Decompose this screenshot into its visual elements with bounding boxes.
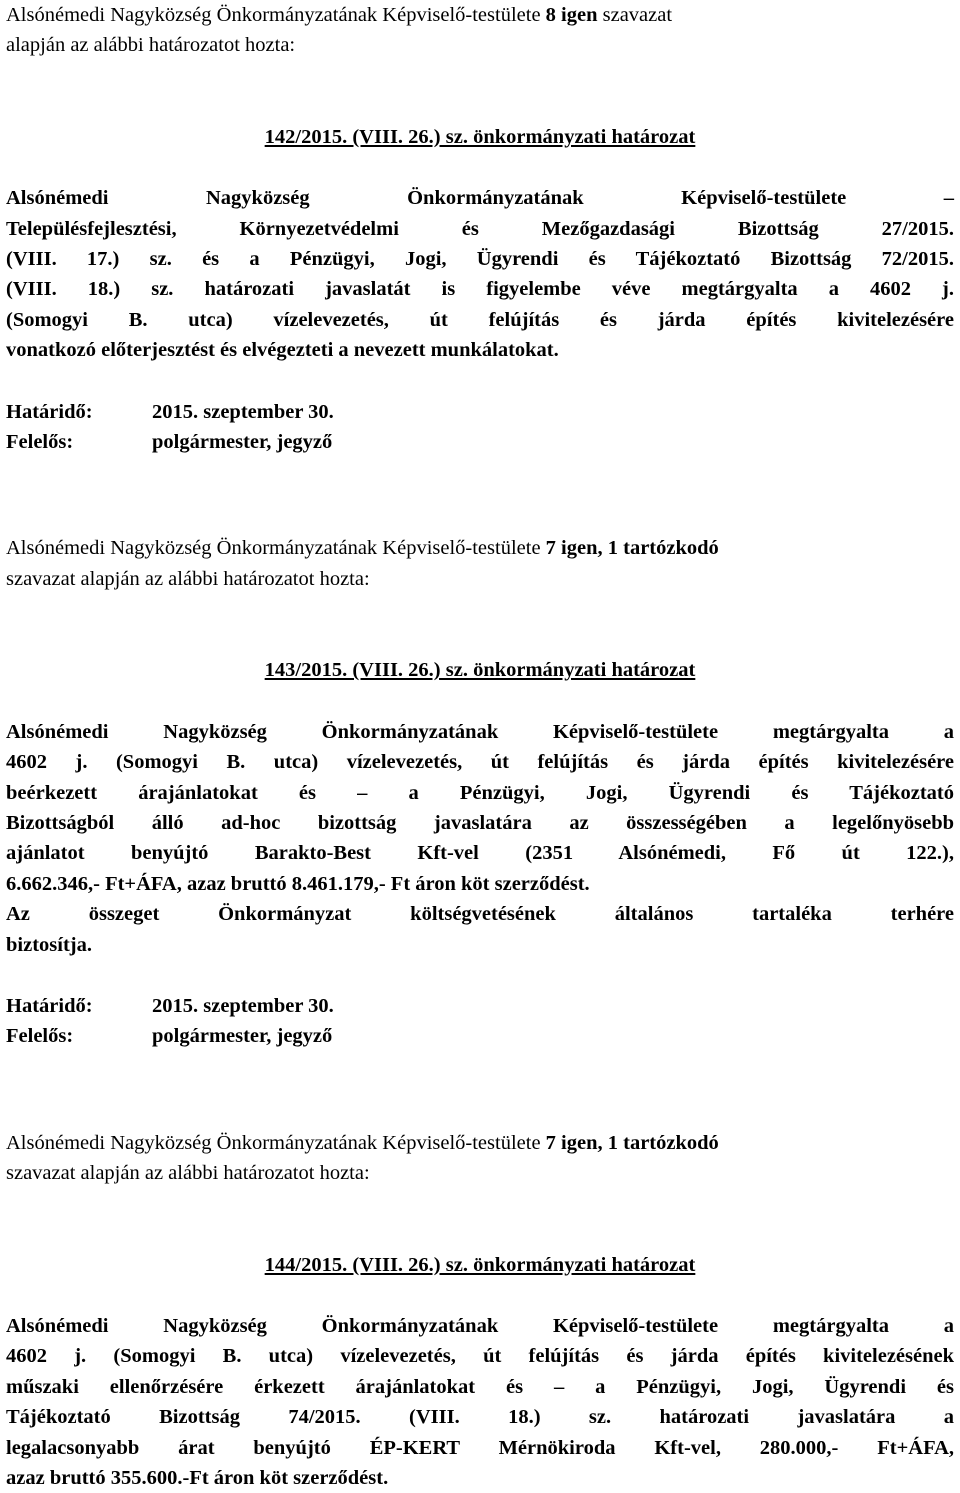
resolution-line: biztosítja. [6,933,92,956]
resolution-line: (VIII. 18.) sz. határozati javaslatát is figyelembe véve megtárgyalta a 4602 j. [6,278,954,301]
resolution-title: 144/2015. (VIII. 26.) sz. önkormányzati határozat [264,1253,696,1276]
resolution-144 [6,1250,954,1493]
resolution-line: műszaki ellenőrzésére érkezett árajánlatokat és – a Pénzügyi, Jogi, Ügyrendi és [6,1375,954,1398]
resolution-line: ajánlatot benyújtó Barakto-Best Kft-vel (2351 Alsónémedi, Fő út 122.), [6,842,954,865]
resolution-line: (VIII. 17.) sz. és a Pénzügyi, Jogi, Ügyrendi és Tájékoztató Bizottság 72/2015. [6,248,954,271]
responsible-row [6,427,954,457]
resolution-line: 4602 j. (Somogyi B. utca) vízelevezetés, út felújítás és járda építés kivitelezésének [6,1345,954,1368]
vote-statement-text: Alsónémedi Nagyközség Önkormányzatának Képviselő-testülete [6,1131,546,1154]
resolution-line: Alsónémedi Nagyközség Önkormányzatának Képviselő-testülete – [6,187,954,210]
resolution-142 [6,122,954,458]
resolution-line: Alsónémedi Nagyközség Önkormányzatának Képviselő-testülete megtárgyalta a [6,1314,954,1337]
resolution-line: Tájékoztató Bizottság 74/2015. (VIII. 18.) sz. határozati javaslatára a [6,1406,954,1429]
vote-statement-text: Alsónémedi Nagyközség Önkormányzatának Képviselő-testülete [6,537,546,560]
vote-count: 8 igen [545,4,598,26]
vote-statement-3 [6,1128,954,1189]
vote-statement-1 [6,0,954,61]
resolution-line: (Somogyi B. utca) vízelevezetés, út felújítás és járda építés kivitelezésére [6,308,954,331]
vote-statement-line: alapján az alábbi határozatot hozta: [6,34,296,57]
deadline-value: 2015. szeptember 30. [152,400,334,423]
resolution-line: azaz bruttó 355.600.-Ft áron köt szerződést. [6,1467,389,1489]
resolution-line: Az összeget Önkormányzat költségvetésének általános tartaléka terhére [6,903,954,926]
resolution-143 [6,655,954,1051]
resolution-line: vonatkozó előterjesztést és elvégezteti a nevezett munkálatokat. [6,339,559,362]
resolution-line: Alsónémedi Nagyközség Önkormányzatának Képviselő-testülete megtárgyalta a [6,720,954,743]
resolution-title: 142/2015. (VIII. 26.) sz. önkormányzati határozat [264,125,696,148]
deadline-label: Határidő: [6,994,93,1017]
resolution-line: 4602 j. (Somogyi B. utca) vízelevezetés, út felújítás és járda építés kivitelezésére [6,751,954,774]
responsible-label: Felelős: [6,1025,74,1048]
document-page [6,0,954,1493]
vote-statement-line: szavazat alapján az alábbi határozatot hozta: [6,567,370,590]
deadline-row [6,397,954,427]
vote-statement-line: szavazat alapján az alábbi határozatot hozta: [6,1162,370,1185]
deadline-value: 2015. szeptember 30. [152,994,334,1017]
resolution-line: legalacsonyabb árat benyújtó ÉP-KERT Mérnökiroda Kft-vel, 280.000,- Ft+ÁFA, [6,1436,954,1459]
responsible-value: polgármester, jegyző [152,1025,333,1048]
deadline-row [6,991,954,1021]
responsible-label: Felelős: [6,431,74,454]
vote-count: 7 igen, 1 tartózkodó [545,537,719,560]
vote-statement-2 [6,533,954,594]
resolution-line: Bizottságból álló ad-hoc bizottság javaslatára az összességében a legelőnyösebb [6,811,954,834]
vote-statement-text: szavazat [597,4,673,26]
resolution-line: beérkezett árajánlatokat és – a Pénzügyi, Jogi, Ügyrendi és Tájékoztató [6,781,954,804]
vote-statement-text: Alsónémedi Nagyközség Önkormányzatának Képviselő-testülete [6,4,546,26]
responsible-row [6,1021,954,1051]
resolution-title: 143/2015. (VIII. 26.) sz. önkormányzati határozat [264,659,696,682]
deadline-label: Határidő: [6,400,93,423]
responsible-value: polgármester, jegyző [152,431,333,454]
resolution-line: 6.662.346,- Ft+ÁFA, azaz bruttó 8.461.179,- Ft áron köt szerződést. [6,872,590,895]
vote-count: 7 igen, 1 tartózkodó [545,1131,719,1154]
resolution-line: Településfejlesztési, Környezetvédelmi és Mezőgazdasági Bizottság 27/2015. [6,217,954,240]
